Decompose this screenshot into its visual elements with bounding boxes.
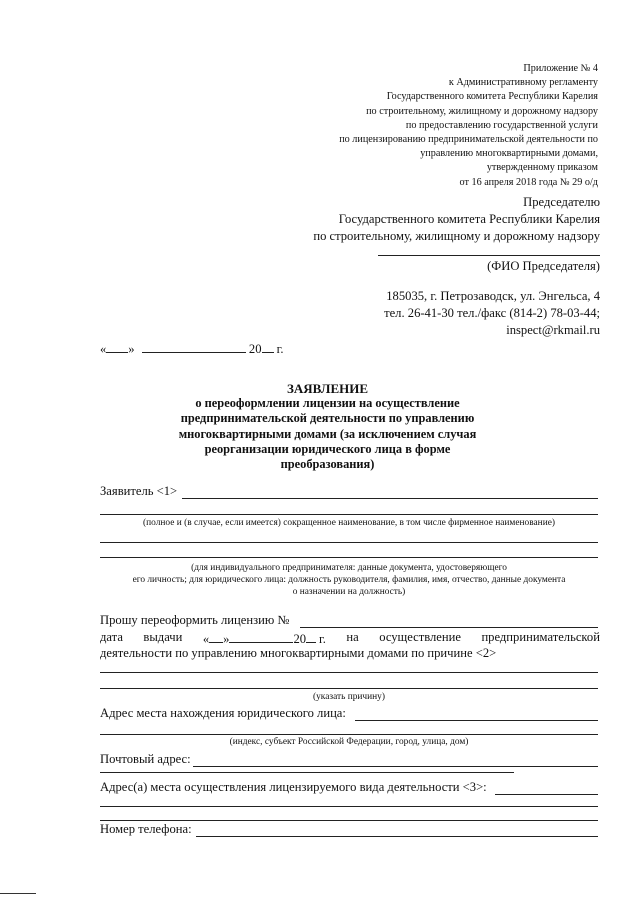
- issue-year-suffix: г.: [319, 632, 326, 646]
- applicant-doc-hint-1: (для индивидуального предпринимателя: данные документа, удостоверяющего: [191, 563, 507, 573]
- addressee-line: Председателю: [523, 195, 600, 209]
- email: inspect@rkmail.ru: [506, 323, 600, 337]
- addressee-line: Государственного комитета Республики Карелия: [338, 212, 600, 226]
- appendix-line: по строительному, жилищному и дорожному надзору: [366, 105, 598, 117]
- activity-address-line[interactable]: [495, 794, 598, 795]
- issue-year-prefix: 20: [293, 632, 307, 646]
- reason-hint: (указать причину): [312, 692, 385, 702]
- year-blank[interactable]: [262, 340, 274, 353]
- activity-address-line-2[interactable]: [100, 806, 598, 807]
- word-on: на: [346, 630, 359, 644]
- postal-address-label: Почтовый адрес:: [100, 752, 191, 766]
- legal-address-line-2[interactable]: [100, 734, 598, 735]
- legal-address-label: Адрес места нахождения юридического лица:: [100, 706, 346, 720]
- postal-address-line-2[interactable]: [100, 772, 514, 773]
- applicant-line-3[interactable]: [100, 542, 598, 543]
- request-label: Прошу переоформить лицензию №: [100, 613, 290, 627]
- issue-year-blank[interactable]: [306, 630, 316, 643]
- title-line: о переоформлении лицензии на осуществление: [195, 396, 460, 411]
- issue-quote-open: «: [202, 632, 210, 646]
- applicant-label: Заявитель <1>: [100, 484, 178, 498]
- fio-hint: (ФИО Председателя): [487, 259, 600, 273]
- appendix-line: по лицензированию предпринимательской деятельности по: [339, 134, 598, 146]
- year-prefix: 20: [248, 342, 262, 356]
- reason-line-2[interactable]: [100, 688, 598, 689]
- phone-label: Номер телефона:: [100, 822, 192, 836]
- title-line: реорганизации юридического лица в форме: [204, 441, 451, 456]
- applicant-doc-hint-2: его личность; для юридического лица: должность руководителя, фамилия, имя, отчество, данные документа: [132, 575, 566, 585]
- month-blank[interactable]: [142, 340, 246, 353]
- word-exercise: осуществление: [379, 630, 461, 644]
- issue-quote-close: »: [223, 632, 230, 646]
- activity-address-line-3[interactable]: [100, 820, 598, 821]
- appendix-line: управлению многоквартирными домами,: [420, 148, 598, 160]
- appendix-line: от 16 апреля 2018 года № 29 о/д: [459, 176, 598, 188]
- request-line-2: деятельности по управлению многоквартирными домами по причине <2>: [100, 646, 497, 660]
- issue-month-blank[interactable]: [229, 630, 293, 643]
- applicant-name-hint: (полное и (в случае, если имеется) сокращенное наименование, в том числе фирменное наименование): [143, 518, 555, 528]
- issue-date-row: [100, 630, 600, 647]
- fio-blank-line[interactable]: [378, 255, 600, 256]
- title-line: преобразования): [280, 457, 375, 472]
- title-line: предпринимательской деятельности по управлению: [180, 411, 475, 426]
- applicant-line-4[interactable]: [100, 557, 598, 558]
- applicant-line[interactable]: [182, 498, 598, 499]
- title-heading: ЗАЯВЛЕНИЕ: [286, 381, 369, 396]
- legal-address-line[interactable]: [355, 720, 598, 721]
- addressee-contacts: [270, 288, 600, 339]
- postal-address-line[interactable]: [193, 766, 598, 767]
- year-suffix: г.: [276, 342, 284, 356]
- phone-fax: тел. 26-41-30 тел./факс (814-2) 78-03-44;: [384, 306, 600, 320]
- reason-line-1[interactable]: [100, 672, 598, 673]
- appendix-line: утвержденному приказом: [486, 162, 598, 174]
- document-title: [140, 381, 515, 472]
- activity-address-label: Адрес(а) места осуществления лицензируемого вида деятельности <3>:: [100, 780, 487, 794]
- license-number-line[interactable]: [300, 627, 598, 628]
- word-issued: выдачи: [143, 630, 183, 644]
- quote-open: «: [100, 342, 107, 356]
- phone-line[interactable]: [196, 836, 598, 837]
- word-date: дата: [100, 630, 123, 644]
- appendix-line: Государственного комитета Республики Карелия: [386, 91, 598, 103]
- postal-address: 185035, г. Петрозаводск, ул. Энгельса, 4: [386, 289, 600, 303]
- appendix-line: по предоставлению государственной услуги: [405, 119, 598, 131]
- appendix-line: Приложение № 4: [523, 63, 598, 74]
- addressee-line: по строительному, жилищному и дорожному надзору: [313, 229, 600, 243]
- page-corner-mark: [0, 893, 36, 894]
- appendix-line: к Административному регламенту: [448, 77, 598, 89]
- issue-date-blanks: [203, 630, 326, 647]
- addressee-block: [270, 194, 600, 339]
- title-line: многоквартирными домами (за исключением случая: [178, 426, 477, 441]
- day-blank[interactable]: [106, 340, 128, 353]
- issue-day-blank[interactable]: [209, 630, 223, 643]
- applicant-line-2[interactable]: [100, 514, 598, 515]
- word-business: предпринимательской: [481, 630, 600, 644]
- date-line: [100, 340, 284, 357]
- applicant-doc-hint-3: о назначении на должность): [292, 587, 406, 597]
- appendix-header: [298, 62, 598, 190]
- legal-address-hint: (индекс, субъект Российской Федерации, город, улица, дом): [229, 737, 469, 747]
- quote-close: »: [128, 342, 135, 356]
